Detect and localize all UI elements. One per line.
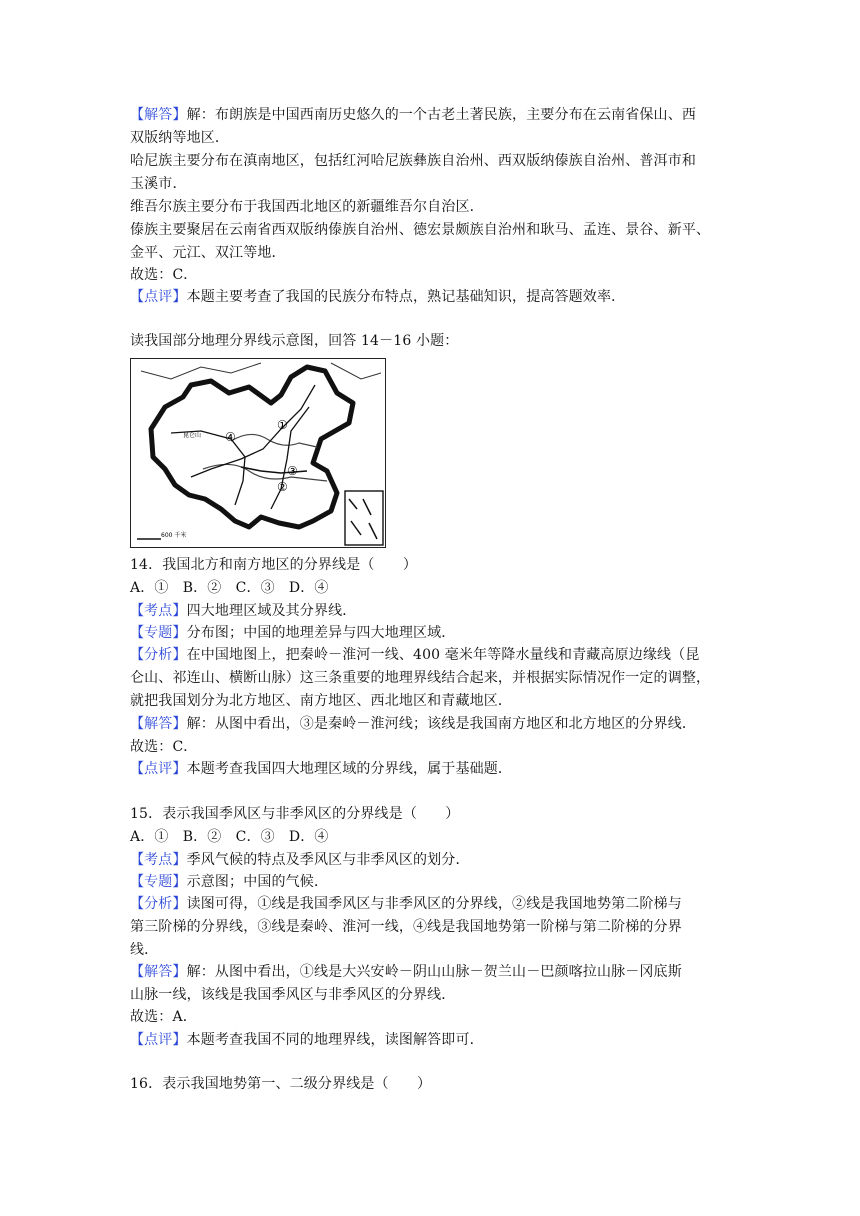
line-text: 读图可得，①线是我国季风区与非季风区的分界线，②线是我国地势第二阶梯与 [186,896,682,912]
line-text: 就把我国划分为北方地区、南方地区、西北地区和青藏地区． [130,693,513,709]
yangtze-river [203,464,327,481]
place-label: 昆仑山 [183,432,202,439]
line-text: 仑山、祁连山、横断山脉）这三条重要的地理界线结合起来，并根据实际情况作一定的调整， [130,670,711,686]
section-tag: 【点评】 [130,761,187,777]
line-text: 季风气候的特点及季风区与非季风区的划分． [186,852,470,868]
text-line [130,849,470,871]
map-image [131,359,385,547]
text-line [130,826,329,848]
text-line [130,150,696,172]
line-text: 山脉一线，该线是我国季风区与非季风区的分界线． [130,987,456,1003]
line-text: A．① B．② C．③ D．④ [130,829,329,845]
line-text: 15．表示我国季风区与非季风区的分界线是（ ） [130,806,460,822]
label-line-3: ③ [287,464,298,478]
south-china-sea-inset [345,491,383,545]
section-tag: 【解答】 [130,716,187,732]
section-tag: 【分析】 [130,896,187,912]
text-line [130,330,458,352]
text-line [130,1073,431,1095]
line-text: 16．表示我国地势第一、二级分界线是（ ） [130,1076,432,1092]
scale-label: 600 千米 [161,532,187,539]
line-text: 线． [130,942,159,958]
text-line [130,622,455,644]
section-tag: 【解答】 [130,107,187,123]
china-boundary-map [130,358,386,548]
line-text: 示意图；中国的气候． [186,874,329,890]
line-text: 本题考查我国不同的地理界线，读图解答即可． [186,1032,484,1048]
text-line [130,264,197,286]
text-line [130,577,329,599]
text-line [130,242,286,264]
label-line-4: ④ [225,430,236,444]
text-line [130,871,328,893]
text-line [130,1006,197,1028]
line-text: 解：从图中看出，①线是大兴安岭－阴山山脉－贺兰山－巴颜喀拉山脉－冈底斯 [186,964,682,980]
section-tag: 【解答】 [130,964,187,980]
label-line-2: ② [277,480,288,494]
line-text: 哈尼族主要分布在滇南地区，包括红河哈尼族彝族自治州、西双版纳傣族自治州、普洱市和 [130,153,696,169]
line-text: 故选：C． [130,739,198,755]
text-line [130,104,696,126]
line-text: 解：从图中看出，③是秦岭－淮河线；该线是我国南方地区和北方地区的分界线． [186,716,697,732]
text-line [130,173,187,195]
line-text: 读我国部分地理分界线示意图，回答 14－16 小题： [130,333,459,349]
line-text: 四大地理区域及其分界线． [186,603,357,619]
text-line [130,600,356,622]
line-text: 双版纳等地区． [130,130,230,146]
text-line [130,644,699,666]
line-text: 维吾尔族主要分布于我国西北地区的新疆维吾尔自治区． [130,199,484,215]
country-border [151,367,353,527]
section-tag: 【专题】 [130,874,187,890]
text-line [130,667,710,689]
line-text: 在中国地图上，把秦岭－淮河一线、400 毫米年等降水量线和青藏高原边缘线（昆 [186,647,700,663]
section-tag: 【考点】 [130,603,187,619]
section-tag: 【点评】 [130,1032,187,1048]
label-line-1: ① [277,418,288,432]
text-line [130,286,625,308]
line-text: A．① B．② C．③ D．④ [130,580,329,596]
text-line [130,196,484,218]
line-text: 分布图；中国的地理差异与四大地理区域． [186,625,456,641]
text-line [130,690,512,712]
text-line [130,893,682,915]
line-text: 故选：C． [130,267,198,283]
text-line [130,713,696,735]
section-tag: 【点评】 [130,289,187,305]
line-text: 第三阶梯的分界线，③线是秦岭、淮河一线，④线是我国地势第一阶梯与第二阶梯的分界 [130,919,682,935]
line-text: 傣族主要聚居在云南省西双版纳傣族自治州、德宏景颇族自治州和耿马、孟连、景谷、新平、 [130,222,711,238]
text-line [130,736,197,758]
text-line [130,803,459,825]
text-line [130,1029,484,1051]
text-line [130,939,158,961]
text-line [130,961,682,983]
text-line [130,984,455,1006]
section-tag: 【分析】 [130,647,187,663]
text-line [130,127,229,149]
line-text: 本题主要考查了我国的民族分布特点，熟记基础知识，提高答题效率． [186,289,626,305]
text-line [130,758,512,780]
line-text: 故选：A． [130,1009,197,1025]
section-tag: 【考点】 [130,852,187,868]
text-line [130,219,710,241]
section-tag: 【专题】 [130,625,187,641]
text-line [130,916,682,938]
line-text: 本题考查我国四大地理区域的分界线，属于基础题． [186,761,513,777]
line-text: 玉溪市． [130,176,187,192]
line-text: 14．我国北方和南方地区的分界线是（ ） [130,557,417,573]
text-line [130,554,417,576]
line-text: 金平、元江、双江等地． [130,245,286,261]
line-text: 解：布朗族是中国西南历史悠久的一个古老土著民族，主要分布在云南省保山、西 [186,107,697,123]
